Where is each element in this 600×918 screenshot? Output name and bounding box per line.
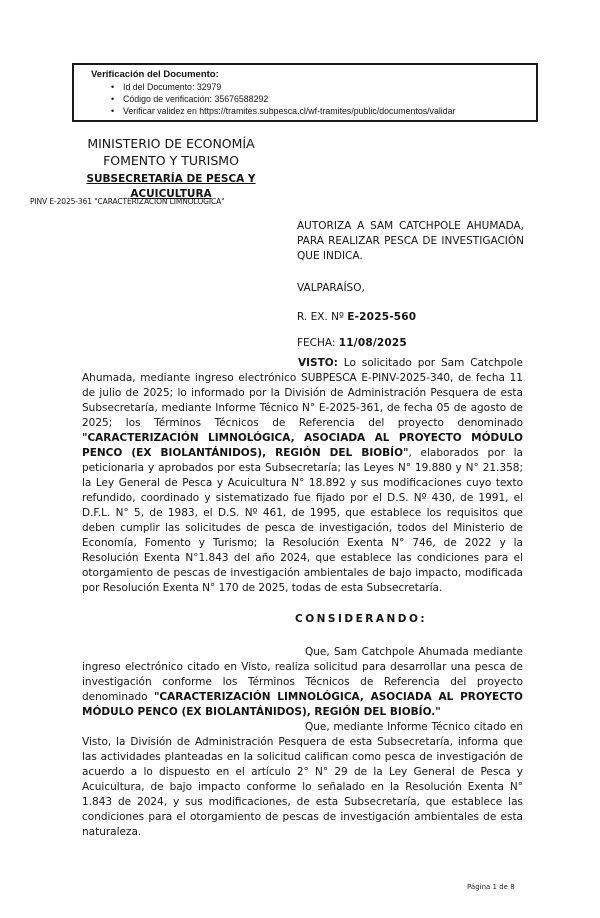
resolution-number-label: R. EX. Nº [297,311,348,323]
subsecretaria-line-2: ACUICULTURA [130,187,212,200]
considerando-paragraph-2: Que, mediante Informe Técnico citado en Visto, la División de Administración Pesquera de esta Subsecretaría, informa que las actividades planteadas en la solicitud califican como pesca de investigación de acuerdo a lo dispuesto en el artículo 2° N° 29 de la Ley General de Pesca y Acuicultura, de bajo impacto conforme lo señalado en la Resolución Exenta N° 1.843 de 2024, y sus modificaciones, de esta Subsecretaría, que establece las condiciones para el otorgamiento de pescas de investigación ambientales de esta naturaleza. [82,721,523,838]
bullet-icon: • [111,82,115,92]
city-line: VALPARAÍSO, [297,282,365,294]
verification-item-code-text: Código de verificación: 35676588292 [123,94,269,104]
verification-item-id-text: Id del Documento: 32979 [123,82,222,92]
verification-item-url [111,105,532,117]
date-label: FECHA: [297,337,339,349]
verification-item-id [111,81,532,93]
ministry-name [36,136,306,169]
considerando-p1-project-title: "CARACTERIZACIÓN LIMNOLÓGICA, ASOCIADA AL PROYECTO MÓDULO PENCO (EX BIOLANTÁNIDOS), REGIÓN DEL BIOBÍO." [82,691,523,718]
ministry-line-2: FOMENTO Y TURISMO [103,152,239,168]
visto-project-title: "CARACTERIZACIÓN LIMNOLÓGICA, ASOCIADA AL PROYECTO MÓDULO PENCO (EX BIOLANTÁNIDOS), REGIÓN DEL BIOBÍO" [82,432,523,459]
verification-item-code [111,93,532,105]
visto-paragraph [82,356,523,596]
considerando-p1-text: Que, Sam Catchpole Ahumada mediante ingreso electrónico citado en Visto, realiza solicitud para desarrollar una pesca de investigación conforme los Términos Técnicos de Referencia del proyecto denominado [82,646,523,703]
verification-item-url-text: Verificar validez en https://tramites.subpesca.cl/wf-tramites/public/documentos/validar [123,106,456,116]
verification-title: Verificación del Documento: [91,69,219,80]
resolution-subject: AUTORIZA A SAM CATCHPOLE AHUMADA, PARA REALIZAR PESCA DE INVESTIGACIÓN QUE INDICA. [297,220,524,262]
date-value: 11/08/2025 [338,337,407,349]
bullet-icon: • [111,94,115,104]
ministry-line-1: MINISTERIO DE ECONOMÍA [87,136,255,151]
page-indicator: Página 1 de 8 [467,883,515,891]
bullet-icon: • [111,106,115,116]
considerando-paragraph-1 [82,645,523,720]
visto-text-2: , elaborados por la peticionaria y aprobados por esta Subsecretaría; las Leyes N° 19.880 y N° 21.358; la Ley General de Pesca y Acuicultura N° 18.892 y sus modificaciones cuyo texto refundido, coordinado y sistematizado fue fijado por el D.S. Nº 430, de 1991, el D.F.L. N° 5, de 1983, el D.S. Nº 461, de 1995, que establece los requisitos que deben cumplir las solicitudes de pesca de investigación, todos del Ministerio de Economía, Fomento y Turismo; la Resolución Exenta N° 746, de 2022 y la Resolución Exenta N°1.843 del año 2024, que establece las condiciones para el otorgamiento de pescas de investigación ambientales de bajo impacto, modificada por Resolución Exenta N° 170 de 2025, todas de esta Subsecretaría. [82,447,523,594]
date-line [297,337,407,349]
resolution-number-line [297,311,416,323]
subsecretaria-line-1: SUBSECRETARÍA DE PESCA Y [86,173,256,185]
project-reference: PINV E-2025-361 "CARACTERIZACIÓN LIMNOLÓGICA" [30,197,225,206]
document-body [82,356,523,840]
visto-text-1: Lo solicitado por Sam Catchpole Ahumada, mediante ingreso electrónico SUBPESCA E-PINV-2025-340, de fecha 11 de julio de 2025; lo informado por la División de Administración Pesquera de esta Subsecretaría, mediante Informe Técnico N° E-2025-361, de fecha 05 de agosto de 2025; los Términos Técnicos de Referencia del proyecto denominado [82,357,523,429]
visto-label: VISTO: [298,357,338,369]
letterhead [36,136,306,201]
considerando-heading: CONSIDERANDO: [295,613,428,625]
resolution-number-value: E-2025-560 [347,311,417,323]
verification-box [72,63,538,122]
